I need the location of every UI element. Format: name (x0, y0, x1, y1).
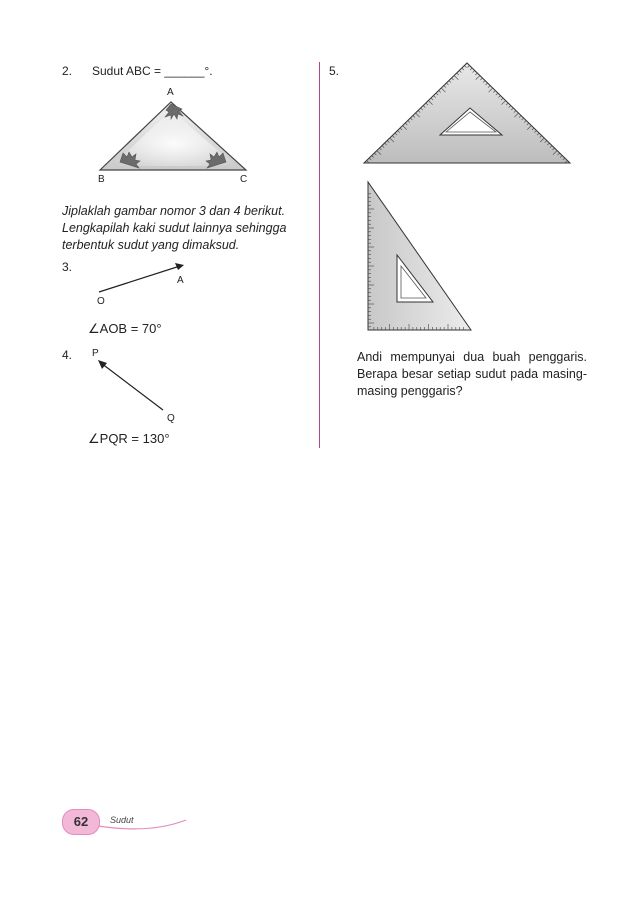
point-q-label: Q (167, 413, 175, 424)
point-o-label: O (97, 296, 105, 307)
question-2-text: Sudut ABC = ______°. (92, 64, 213, 78)
point-p-label: P (92, 348, 99, 359)
page-number-badge: 62 (62, 809, 100, 835)
question-2-number: 2. (62, 64, 73, 78)
vertex-b-label: B (98, 174, 105, 185)
point-a-label: A (177, 275, 184, 286)
question-5-number: 5. (329, 64, 340, 78)
angle-pqr-label: ∠PQR = 130° (88, 431, 170, 446)
question-3-number: 3. (62, 260, 73, 274)
vertex-a-label: A (167, 87, 174, 98)
question-5-text: Andi mempunyai dua buah penggaris. Berapa besar setiap sudut pada masing-masing penggaris? (357, 350, 587, 398)
question-4-number: 4. (62, 348, 73, 362)
angle-aob-label: ∠AOB = 70° (88, 321, 162, 336)
chapter-title: Sudut (110, 815, 134, 825)
vertex-c-label: C (240, 174, 248, 185)
instruction-paragraph: Jiplaklah gambar nomor 3 dan 4 berikut. Lengkapilah kaki sudut lainnya sehingga terbentuk sudut yang dimaksud. (62, 204, 287, 252)
